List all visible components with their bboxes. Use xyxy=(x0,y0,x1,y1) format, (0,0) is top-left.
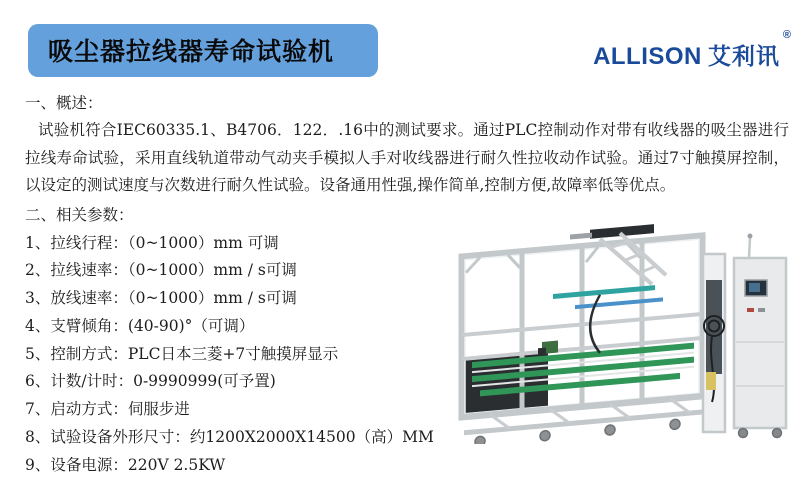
machine-photo xyxy=(450,222,795,444)
brand-logo-cjk: 艾利讯 xyxy=(707,43,780,69)
spec-item-start-mode: 7、启动方式：伺服步进 xyxy=(25,400,190,419)
overview-paragraph: 试验机符合IEC60335.1、B4706．122．.16中的测试要求。通过PLC控制动作对带有收线器的吸尘器进行拉线寿命试验，采用直线轨道带动气动夹手模拟人手对收线器进行耐久性拉收动作试验。通过7寸触摸屏控制，以设定的测试速度与次数进行耐久性试验。设备通用性强,操作简单,控制方便,故障率低等优点。 xyxy=(25,121,789,194)
spec-item-arm-angle: 4、支臂倾角：(40-90)°（可调） xyxy=(25,316,255,335)
brand-logo xyxy=(593,29,791,71)
spec-item-release-speed: 3、放线速率：（0~1000）mm / s可调 xyxy=(25,289,297,308)
spec-item-dimensions: 8、试验设备外形尺寸：约1200X2000X14500（高）MM xyxy=(25,428,434,447)
spec-item-control-mode: 5、控制方式：PLC日本三菱+7寸触摸屏显示 xyxy=(25,344,339,363)
registered-trademark-icon: ® xyxy=(782,29,791,41)
spec-item-counter: 6、计数/计时：0-9990999(可予置) xyxy=(25,372,276,391)
brand-logo-latin: ALLISON xyxy=(593,43,702,70)
spec-item-pull-speed: 2、拉线速率：（0~1000）mm / s可调 xyxy=(25,261,297,280)
overview-heading: 一、概述： xyxy=(25,94,103,112)
spec-item-power: 9、设备电源：220V 2.5KW xyxy=(25,455,226,474)
page-title: 吸尘器拉线器寿命试验机 xyxy=(28,24,378,77)
spec-item-pull-stroke: 1、拉线行程：（0~1000）mm 可调 xyxy=(25,233,279,252)
specs-heading: 二、相关参数： xyxy=(25,205,134,224)
